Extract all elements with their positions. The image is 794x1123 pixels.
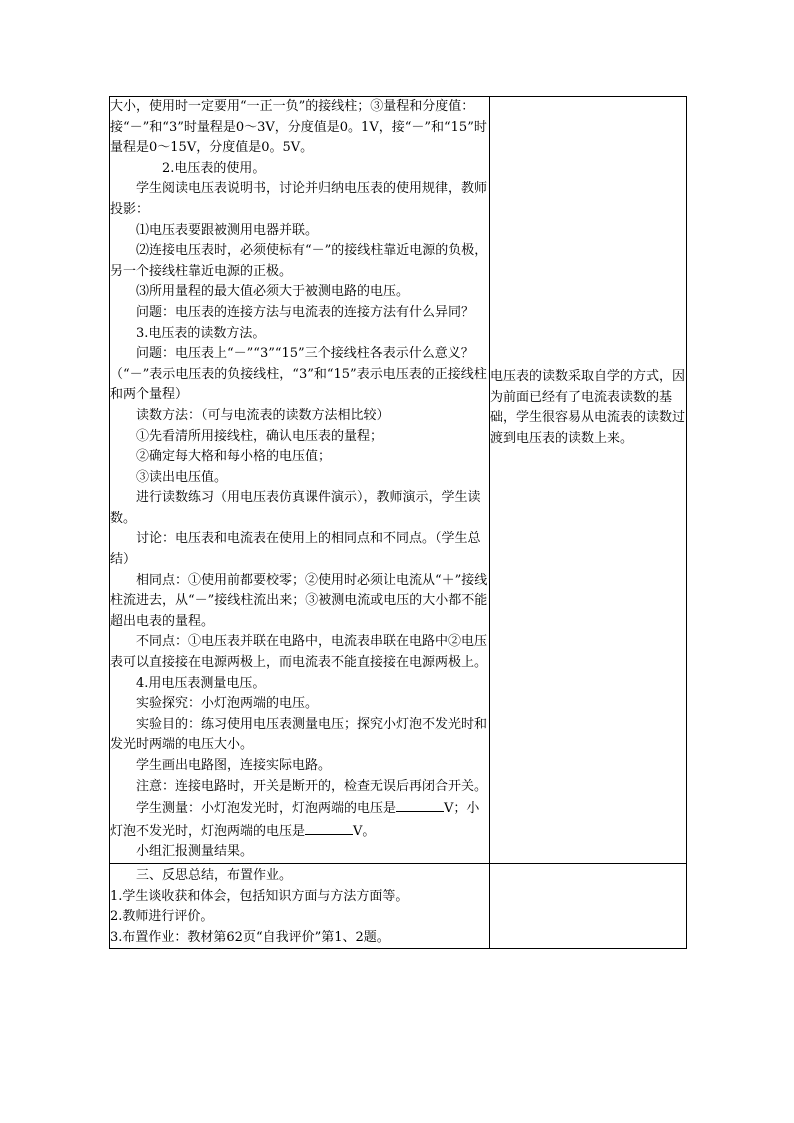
question-connection: 问题：电压表的连接方法与电流表的连接方法有什么异同？ bbox=[136, 304, 475, 320]
empty-cell bbox=[490, 863, 687, 948]
draw-circuit: 学生画出电路图，连接实际电路。 bbox=[136, 758, 332, 773]
summary-item-2: 2.教师进行评价。 bbox=[110, 909, 214, 925]
summary-heading: 三、反思总结，布置作业。 bbox=[136, 867, 293, 883]
group-report: 小组汇报测量结果。 bbox=[136, 844, 254, 860]
table-row bbox=[110, 97, 687, 864]
similarities: 相同点：①使用前都要校零；②使用时必须让电流从“＋”接线柱流进去，从“－”接线柱流出来；③被测电流或电压的大小都不能超出电表的量程。 bbox=[110, 572, 488, 629]
measure-text-a: 学生测量：小灯泡发光时，灯泡两端的电压是 bbox=[136, 801, 397, 817]
differences: 不同点：①电压表并联在电路中，电流表串联在电路中②电压表可以直接接在电源两极上，而电流表不能直接接在电源两极上。 bbox=[110, 634, 488, 671]
rule-2: ⑵连接电压表时，必须使标有“－”的接线柱靠近电源的负极，另一个接线柱靠近电源的正极。 bbox=[110, 243, 488, 279]
section-reading-method: 3.电压表的读数方法。 bbox=[136, 325, 266, 341]
reading-method: 读数方法：（可与电流表的读数方法相比较） bbox=[136, 407, 390, 423]
section-measure-voltage: 4.用电压表测量电压。 bbox=[136, 675, 266, 691]
measure-text-b: V；小灯泡不发光时，灯泡两端的电压是 bbox=[110, 801, 480, 839]
measure-text-c: V。 bbox=[353, 823, 376, 839]
discussion: 讨论：电压表和电流表在使用上的相同点和不同点。（学生总结） bbox=[110, 531, 481, 568]
design-intent-note: 电压表的读数采取自学的方式，因为前面已经有了电流表读数的基础，学生很容易从电流表的读数过渡到电压表的读数上来。 bbox=[490, 369, 686, 446]
reading-step-1: ①先看清所用接线柱，确认电压表的量程； bbox=[136, 428, 384, 444]
paragraph-range: 大小，使用时一定要用“一正一负”的接线柱；③量程和分度值：接“－”和“3”时量程是0～3V，分度值是0。1V，接“－”和“15”时量程是0～15V，分度值是0。5V。 bbox=[110, 99, 487, 156]
experiment-title: 实验探究：小灯泡两端的电压。 bbox=[136, 696, 319, 712]
table-row bbox=[110, 863, 687, 948]
summary-item-3: 3.布置作业：教材第62页“自我评价”第1、2题。 bbox=[110, 929, 390, 945]
section-voltmeter-use: 2.电压表的使用。 bbox=[162, 160, 266, 176]
process-cell bbox=[110, 97, 490, 864]
answer-blank-2 bbox=[305, 820, 353, 835]
design-intent-cell bbox=[490, 97, 687, 864]
attention-note: 注意：连接电路时，开关是断开的，检查无误后再闭合开关。 bbox=[136, 778, 488, 794]
question-terminals: 问题：电压表上“－”“3”“15”三个接线柱各表示什么意义？（“－”表示电压表的负接线柱，“3”和“15”表示电压表的正接线柱和两个量程） bbox=[110, 346, 487, 403]
paragraph-students-read: 学生阅读电压表说明书，讨论并归纳电压表的使用规律，教师投影： bbox=[110, 181, 488, 217]
summary-cell bbox=[110, 863, 490, 948]
reading-step-3: ③读出电压值。 bbox=[136, 469, 228, 485]
rule-1: ⑴电压表要跟被测用电器并联。 bbox=[136, 222, 319, 238]
rule-3: ⑶所用量程的最大值必须大于被测电路的电压。 bbox=[136, 284, 410, 300]
reading-step-2: ②确定每大格和每小格的电压值； bbox=[136, 449, 332, 465]
summary-item-1: 1.学生谈收获和体会，包括知识方面与方法方面等。 bbox=[110, 888, 409, 904]
lesson-table bbox=[109, 96, 687, 949]
experiment-goal: 实验目的：练习使用电压表测量电压；探究小灯泡不发光时和发光时两端的电压大小。 bbox=[110, 716, 488, 753]
reading-practice: 进行读数练习（用电压表仿真课件演示），教师演示，学生读数。 bbox=[110, 490, 481, 526]
measurement-line bbox=[110, 797, 489, 842]
answer-blank-1 bbox=[396, 797, 444, 812]
